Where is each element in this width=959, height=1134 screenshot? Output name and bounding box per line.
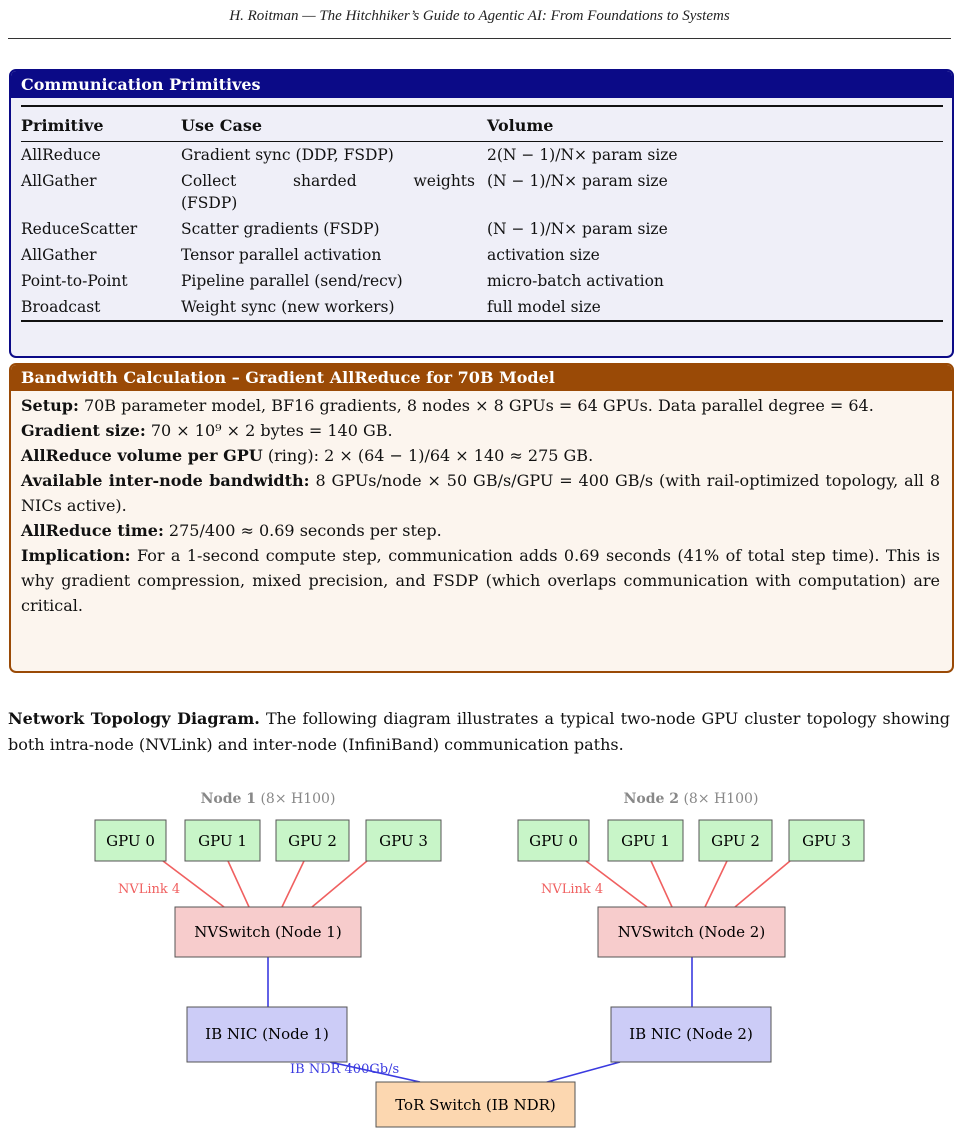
table-row — [21, 268, 943, 294]
cell-use-case: Tensor parallel activation — [181, 246, 382, 264]
calc-item-bandwidth — [21, 468, 940, 518]
calc-item-gradient-size — [21, 418, 940, 443]
primitives-box — [9, 69, 954, 358]
gpu-label: GPU 2 — [711, 832, 760, 850]
cell-primitive: AllReduce — [21, 146, 101, 164]
nvswitch-box-node2 — [598, 907, 785, 957]
network-topology-diagram — [0, 760, 959, 1134]
topology-paragraph — [8, 706, 950, 758]
calc-label: Implication: — [21, 546, 131, 565]
bandwidth-box-title: Bandwidth Calculation – Gradient AllReduce for 70B Model — [11, 365, 952, 391]
table-row — [21, 294, 943, 321]
calc-item-setup — [21, 393, 940, 418]
cell-use-case-line1: Collect sharded weights — [181, 172, 475, 190]
column-header-volume: Volume — [487, 116, 554, 135]
table-row — [21, 142, 943, 168]
calc-label: AllReduce time: — [21, 521, 164, 540]
primitives-box-title: Communication Primitives — [11, 71, 952, 98]
gpu-label: GPU 1 — [621, 832, 670, 850]
ib-nic-label: IB NIC (Node 2) — [629, 1025, 753, 1043]
calc-text: 275/400 ≈ 0.69 seconds per step. — [163, 521, 442, 540]
calc-text: (ring): 2 × (64 − 1)/64 × 140 ≈ 275 GB. — [262, 446, 594, 465]
paragraph-lead: Network Topology Diagram. — [8, 709, 260, 728]
tor-switch-label: ToR Switch (IB NDR) — [395, 1096, 556, 1114]
bandwidth-box-body — [11, 391, 952, 618]
header-rule — [8, 38, 951, 39]
cell-volume: full model size — [487, 298, 601, 316]
calc-label: Gradient size: — [21, 421, 146, 440]
node1-label-bold: Node 1 — [200, 791, 257, 807]
ib-link-label: IB NDR 400Gb/s — [290, 1062, 400, 1077]
gpu-box — [276, 820, 349, 861]
cell-primitive: AllGather — [21, 172, 97, 190]
table-row — [21, 242, 943, 268]
gpu-box — [518, 820, 589, 861]
gpu-label: GPU 2 — [288, 832, 337, 850]
gpu-label: GPU 0 — [529, 832, 578, 850]
column-header-primitive: Primitive — [21, 116, 104, 135]
calc-item-implication — [21, 543, 940, 618]
calc-label: AllReduce volume per GPU — [21, 446, 263, 465]
gpu-label: GPU 3 — [379, 832, 428, 850]
table-row — [21, 168, 943, 216]
paragraph-text: The following diagram illustrates a typical two-node GPU cluster topology showing both intra-node (NVLink) and inter-node (InfiniBand) communication paths. — [8, 709, 951, 754]
table-header-row — [21, 107, 943, 142]
calc-text: 70 × 10⁹ × 2 bytes = 140 GB. — [145, 421, 393, 440]
cell-volume: micro-batch activation — [487, 272, 664, 290]
gpu-label: GPU 3 — [802, 832, 851, 850]
gpu-box — [608, 820, 683, 861]
cell-use-case: Scatter gradients (FSDP) — [181, 220, 380, 238]
nvswitch-box-node1 — [175, 907, 361, 957]
nvswitch-label: NVSwitch (Node 2) — [617, 923, 766, 941]
gpu-box — [185, 820, 260, 861]
tor-switch-box — [376, 1082, 575, 1127]
node2-label — [624, 791, 759, 807]
calc-label: Setup: — [21, 396, 79, 415]
calc-text: 8 GPUs/node × 50 GB/s/GPU = 400 GB/s (with rail-optimized topology, all 8 NICs active). — [21, 471, 941, 515]
gpu-label: GPU 1 — [198, 832, 247, 850]
gpu-box — [95, 820, 166, 861]
bandwidth-box — [9, 363, 954, 673]
cell-primitive: ReduceScatter — [21, 220, 138, 238]
calc-item-allreduce-time — [21, 518, 940, 543]
column-header-use-case: Use Case — [181, 116, 262, 135]
node1-label-rest: (8× H100) — [256, 791, 336, 807]
running-header: H. Roitman — The Hitchhiker’s Guide to Agentic AI: From Foundations to Systems — [229, 8, 730, 24]
cell-use-case — [181, 168, 487, 216]
cell-primitive: AllGather — [21, 246, 97, 264]
cell-volume: (N − 1)/N× param size — [487, 220, 668, 238]
nvlink-label: NVLink 4 — [541, 882, 604, 897]
node1-label — [201, 791, 336, 807]
cell-volume: activation size — [487, 246, 600, 264]
calc-label: Available inter-node bandwidth: — [21, 471, 310, 490]
nvlink-lines-node1 — [163, 861, 367, 907]
ib-nic-label: IB NIC (Node 1) — [205, 1025, 329, 1043]
ib-nic-box-node2 — [611, 1007, 771, 1062]
gpu-box — [366, 820, 441, 861]
cell-volume: (N − 1)/N× param size — [487, 172, 668, 190]
table-row — [21, 216, 943, 242]
nvlink-label: NVLink 4 — [118, 882, 181, 897]
cell-use-case: Weight sync (new workers) — [181, 298, 395, 316]
gpu-box — [789, 820, 864, 861]
nvlink-lines-node2 — [586, 861, 790, 907]
cell-volume: 2(N − 1)/N× param size — [487, 146, 678, 164]
cell-use-case: Gradient sync (DDP, FSDP) — [181, 146, 394, 164]
cell-use-case: Pipeline parallel (send/recv) — [181, 272, 403, 290]
nvswitch-label: NVSwitch (Node 1) — [194, 923, 342, 941]
node2-label-rest: (8× H100) — [679, 791, 759, 807]
cell-use-case-line2: (FSDP) — [181, 194, 238, 212]
gpu-box — [699, 820, 772, 861]
cell-primitive: Broadcast — [21, 298, 101, 316]
calc-text: 70B parameter model, BF16 gradients, 8 nodes × 8 GPUs = 64 GPUs. Data parallel degree = 64. — [78, 396, 874, 415]
primitives-table — [21, 105, 943, 322]
ib-nic-box-node1 — [187, 1007, 347, 1062]
calc-text: For a 1-second compute step, communication adds 0.69 seconds (41% of total step time). This is why gradient compression, mixed precision, and FSDP (which overlaps communication with computation) are critical. — [21, 546, 940, 615]
calc-item-allreduce-volume — [21, 443, 940, 468]
cell-primitive: Point-to-Point — [21, 272, 128, 290]
gpu-label: GPU 0 — [106, 832, 155, 850]
node2-label-bold: Node 2 — [623, 791, 680, 807]
